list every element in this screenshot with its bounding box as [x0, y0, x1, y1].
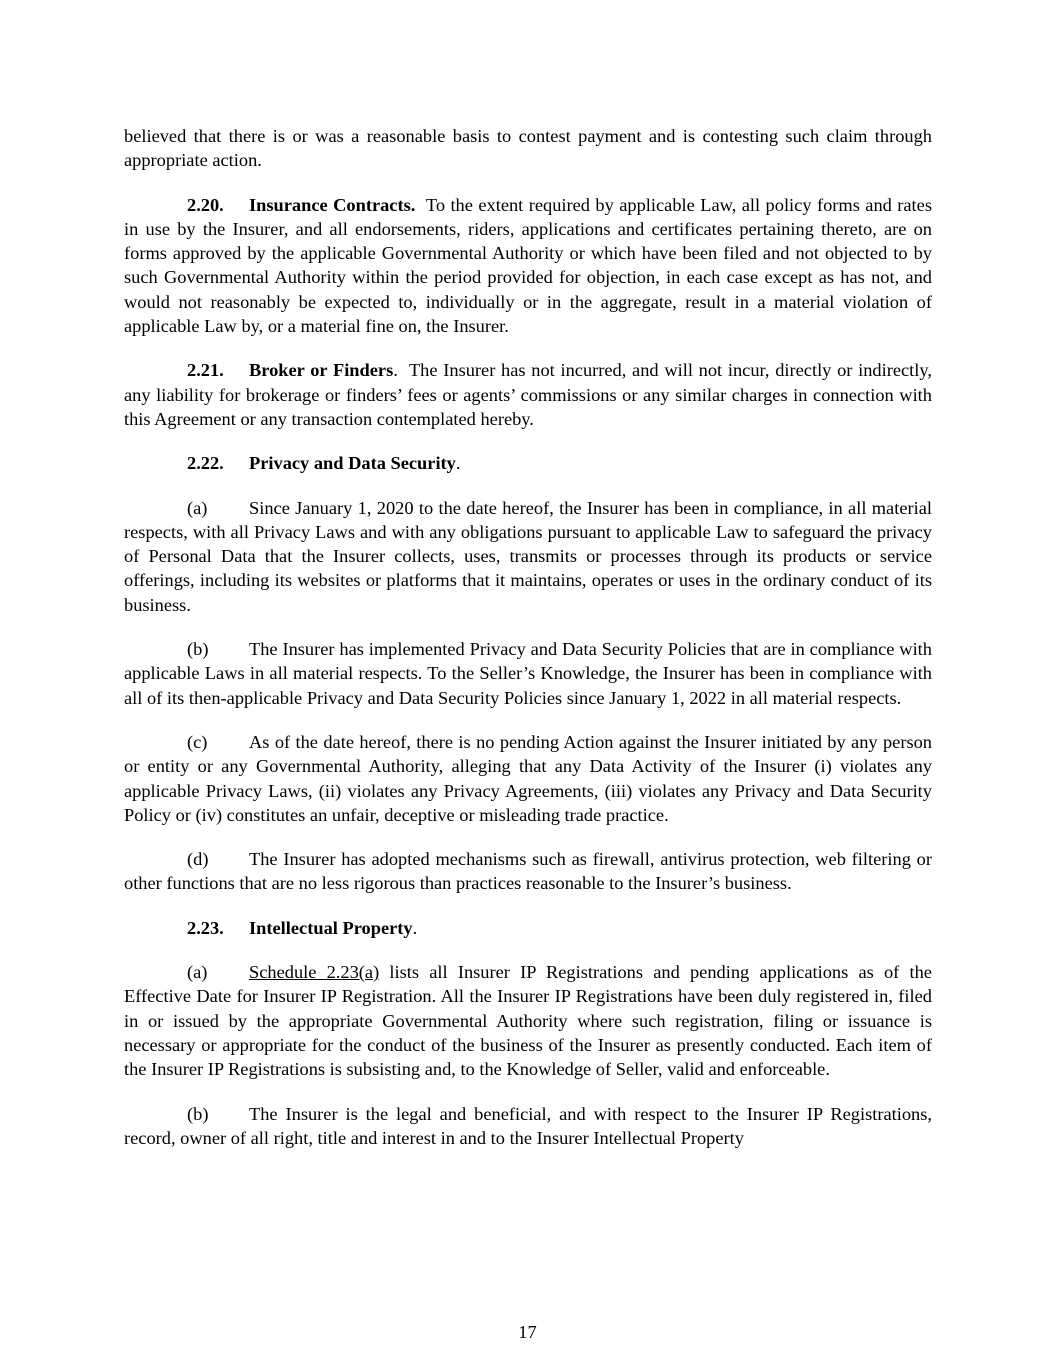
subsection-2-22-c — [124, 730, 932, 827]
subsection-body: The Insurer has adopted mechanisms such as firewall, antivirus protection, web filtering or other functions that are no less rigorous than practices reasonable to the Insurer’s business. — [124, 849, 932, 894]
section-2-20 — [124, 193, 932, 339]
subsection-body: As of the date hereof, there is no pending Action against the Insurer initiated by any person or entity or any Governmental Authority, alleging that any Data Activity of the Insurer (i) violates any applicable Privacy Laws, (ii) violates any Privacy Agreements, (iii) violates any Privacy and Data Security Policy or (iv) constitutes an unfair, deceptive or misleading trade practice. — [124, 731, 932, 825]
section-body: To the extent required by applicable Law, all policy forms and rates in use by the Insurer, and all endorsements, riders, applications and certificates pertaining thereto, are on forms approved by the applicable Governmental Authority or which have been filed and not objected to by such Governmental Authority within the period provided for objection, in each case except as has not, and would not reasonably be expected to, individually or in the aggregate, result in a material violation of applicable Law by, or a material fine on, the Insurer. — [124, 194, 932, 337]
subsection-body: The Insurer has implemented Privacy and Data Security Policies that are in compliance with applicable Laws in all material respects. To the Seller’s Knowledge, the Insurer has been in compliance with all of its then-applicable Privacy and Data Security Policies since January 1, 2022 in all material respects. — [124, 639, 932, 708]
subsection-2-23-a — [124, 960, 932, 1081]
subsection-label: (c) — [187, 731, 208, 752]
continuation-paragraph: believed that there is or was a reasonable basis to contest payment and is contesting such claim through appropriate action. — [124, 126, 932, 171]
section-2-21 — [124, 358, 932, 431]
subsection-label: (d) — [187, 849, 209, 870]
subsection-label: (a) — [187, 497, 208, 518]
section-heading: Intellectual Property — [249, 917, 413, 938]
section-2-23-heading — [124, 916, 932, 940]
section-heading: Privacy and Data Security — [249, 453, 456, 474]
document-page — [124, 124, 932, 1150]
heading-punct: . — [455, 453, 461, 474]
subsection-2-22-b — [124, 637, 932, 710]
page-number: 17 — [518, 1322, 537, 1342]
section-number: 2.22. — [187, 453, 224, 474]
section-body: The Insurer has not incurred, and will not incur, directly or indirectly, any liability for brokerage or finders’ fees or agents’ commissions or any similar charges in connection with this Agreement or any transaction contemplated hereby. — [124, 360, 932, 429]
subsection-body: The Insurer is the legal and beneficial, and with respect to the Insurer IP Registrations, record, owner of all right, title and interest in and to the Insurer Intellectual Property — [124, 1103, 932, 1148]
subsection-body: Since January 1, 2020 to the date hereof, the Insurer has been in compliance, in all material respects, with all Privacy Laws and with any obligations pursuant to applicable Law to safeguard the privacy of Personal Data that the Insurer collects, uses, transmits or processes through its products or service offerings, including its websites or platforms that it maintains, operates or uses in the ordinary conduct of its business. — [124, 497, 932, 615]
subsection-2-23-b — [124, 1102, 932, 1151]
subsection-label: (a) — [187, 962, 208, 983]
section-number: 2.21. — [187, 360, 224, 381]
section-heading: Insurance Contracts. — [249, 194, 416, 215]
subsection-label: (b) — [187, 639, 209, 660]
section-number: 2.23. — [187, 917, 224, 938]
heading-punct: . — [393, 360, 398, 381]
heading-punct: . — [412, 917, 418, 938]
section-number: 2.20. — [187, 194, 224, 215]
subsection-2-22-a — [124, 496, 932, 617]
section-2-22-heading — [124, 451, 932, 475]
subsection-label: (b) — [187, 1103, 209, 1124]
subsection-2-22-d — [124, 847, 932, 896]
schedule-reference: Schedule 2.23(a) — [249, 962, 380, 983]
section-heading: Broker or Finders — [249, 360, 394, 381]
subsection-body: lists all Insurer IP Registrations and pending applications as of the Effective Date for Insurer IP Registration. All the Insurer IP Registrations have been duly registered in, filed in or issued by the appropriate Governmental Authority where such registration, filing or issuance is necessary or appropriate for the conduct of the business of the Insurer as presently conducted. Each item of the Insurer IP Registrations is subsisting and, to the Knowledge of Seller, valid and enforceable. — [124, 962, 932, 1080]
